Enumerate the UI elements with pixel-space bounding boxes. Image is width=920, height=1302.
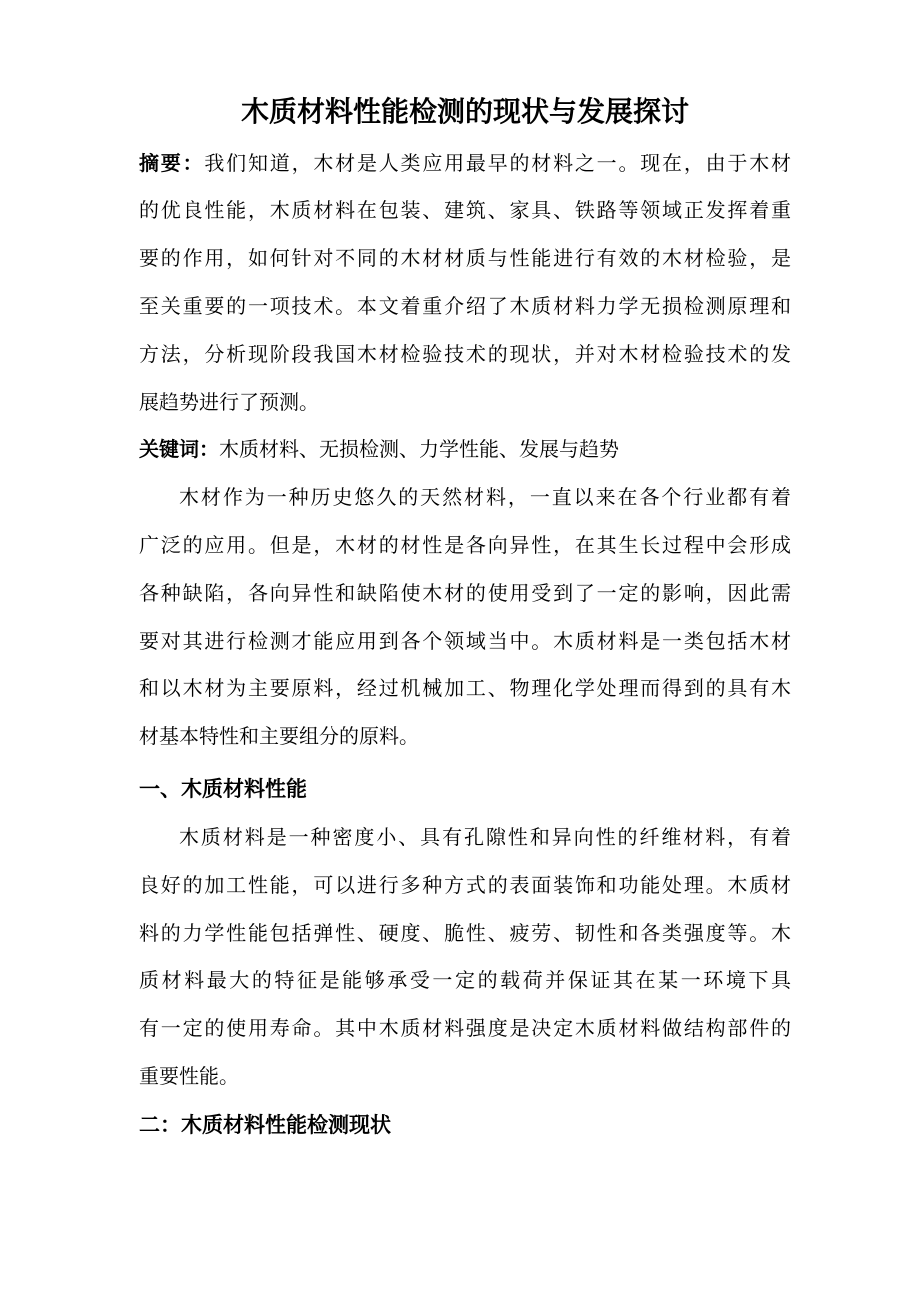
section-1-line: 良好的加工性能，可以进行多种方式的表面装饰和功能处理。木质材	[139, 875, 791, 897]
intro-line: 广泛的应用。但是，木材的材性是各向异性，在其生长过程中会形成	[139, 535, 791, 557]
section-1-line: 木质材料是一种密度小、具有孔隙性和异向性的纤维材料，有着	[179, 827, 791, 849]
keywords-line	[139, 426, 791, 474]
intro-line: 和以木材为主要原料，经过机械加工、物理化学处理而得到的具有木	[139, 678, 791, 700]
abstract-line	[139, 140, 791, 188]
keywords-text: 木质材料、无损检测、力学性能、发展与趋势	[219, 439, 619, 461]
abstract-line: 方法，分析现阶段我国木材检验技术的现状，并对木材检验技术的发	[139, 344, 791, 366]
section-1-heading: 一、木质材料性能	[139, 778, 307, 801]
abstract-label: 摘要：	[139, 153, 205, 175]
abstract-text: 我们知道，木材是人类应用最早的材料之一。现在，由于木材	[204, 153, 792, 175]
abstract-line: 至关重要的一项技术。本文着重介绍了木质材料力学无损检测原理和	[139, 296, 791, 318]
keywords-label: 关键词：	[139, 439, 219, 461]
intro-line: 要对其进行检测才能应用到各个领域当中。木质材料是一类包括木材	[139, 631, 791, 653]
abstract-line: 要的作用，如何针对不同的木材材质与性能进行有效的木材检验，是	[139, 248, 791, 270]
document-title: 木质材料性能检测的现状与发展探讨	[240, 96, 689, 127]
section-1-line: 重要性能。	[139, 1066, 239, 1088]
section-2-heading: 二：木质材料性能检测现状	[139, 1114, 391, 1137]
abstract-line: 展趋势进行了预测。	[139, 392, 319, 414]
intro-line: 木材作为一种历史悠久的天然材料，一直以来在各个行业都有着	[179, 487, 791, 509]
intro-line: 材基本特性和主要组分的原料。	[139, 726, 419, 748]
abstract-line: 的优良性能，木质材料在包装、建筑、家具、铁路等领域正发挥着重	[139, 200, 791, 222]
section-1-line: 料的力学性能包括弹性、硬度、脆性、疲劳、韧性和各类强度等。木	[139, 923, 791, 945]
section-1-line: 有一定的使用寿命。其中木质材料强度是决定木质材料做结构部件的	[139, 1018, 791, 1040]
intro-line: 各种缺陷，各向异性和缺陷使木材的使用受到了一定的影响，因此需	[139, 583, 791, 605]
section-1-line: 质材料最大的特征是能够承受一定的载荷并保证其在某一环境下具	[139, 970, 791, 992]
